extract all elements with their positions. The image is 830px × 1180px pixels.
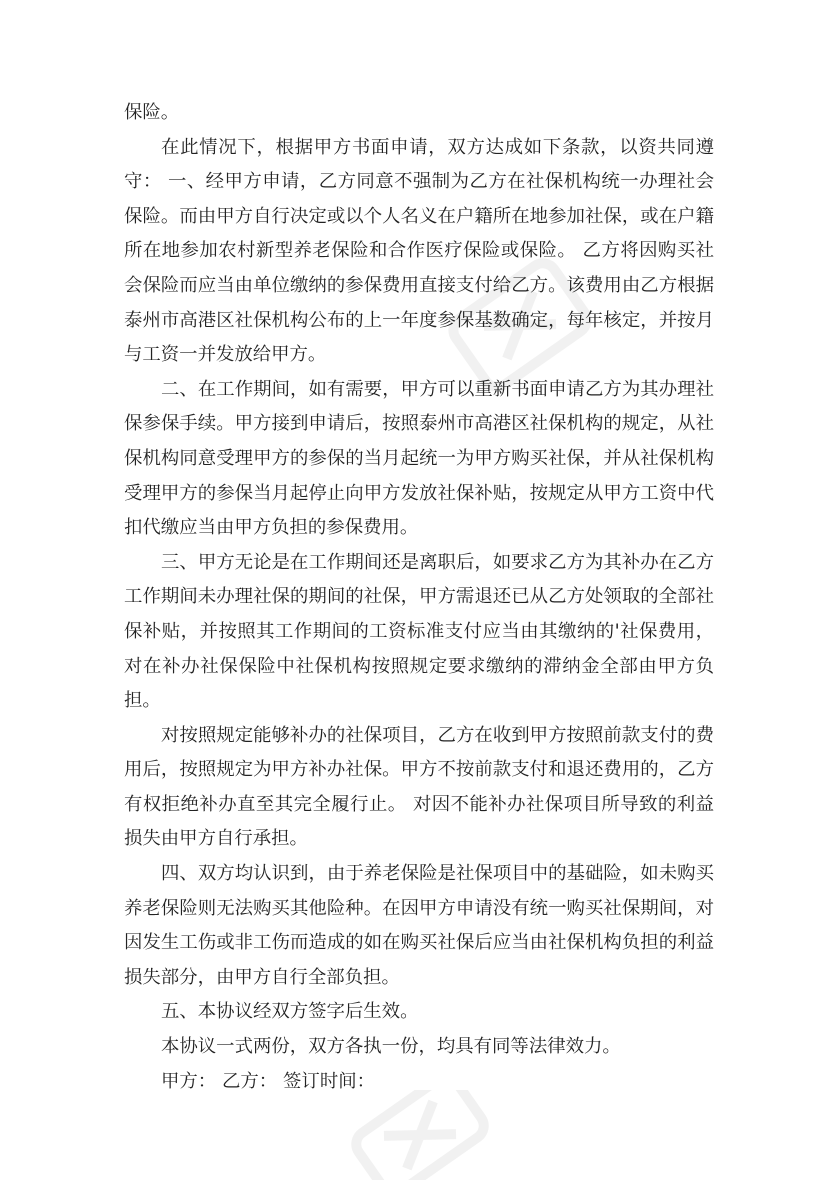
paragraph-intro-fragment: 保险。 (124, 102, 180, 123)
paragraph-terms-one: 在此情况下，根据甲方书面申请，双方达成如下条款，以资共同遵守： 一、经甲方申请，乙方同意不强制为乙方在社保机构统一办理社会保险。而由甲方自行决定或以个人名义在户籍所在地参加社保，或在户籍所在地参加农村新型养老保险和合作医疗保险或保险。 乙方将因购买社会保险而应当由单位缴纳的参保费用直接支付给乙方。该费用由乙方根据泰州市高港区社保机构公布的上一年度参保基数确定，每年核定，并按月与工资一并发放给甲方。 (124, 136, 714, 366)
paragraph-terms-two: 二、在工作期间，如有需要，甲方可以重新书面申请乙方为其办理社保参保手续。甲方接到申请后，按照泰州市高港区社保机构的规定，从社保机构同意受理甲方的参保的当月起统一为甲方购买社保，并从社保机构受理甲方的参保当月起停止向甲方发放社保补贴，按规定从甲方工资中代扣代缴应当由甲方负担的参保费用。 (124, 378, 714, 539)
paragraph-terms-five: 五、本协议经双方签字后生效。 (161, 1001, 419, 1023)
paragraph-copies: 本协议一式两份，双方各执一份，均具有同等法律效力。 (161, 1036, 621, 1058)
document-body (124, 96, 714, 1099)
paragraph-supplement: 对按照规定能够补办的社保项目，乙方在收到甲方按照前款支付的费用后，按照规定为甲方补办社保。甲方不按前款支付和退还费用的，乙方有权拒绝补办直至其完全履行止。 对因不能补办社保项目所导致的利益损失由甲方自行承担。 (124, 724, 714, 850)
watermark-logo-icon (330, 1090, 510, 1180)
paragraph-terms-four: 四、双方均认识到，由于养老保险是社保项目中的基础险，如未购买养老保险则无法购买其他险种。在因甲方申请没有统一购买社保期间，对因发生工伤或非工伤而造成的如在购买社保后应当由社保机构负担的利益损失部分，由甲方自行全部负担。 (124, 863, 714, 988)
signature-line: 甲方： 乙方： 签订时间： (161, 1070, 375, 1092)
paragraph-terms-three: 三、甲方无论是在工作期间还是离职后，如要求乙方为其补办在乙方工作期间未办理社保的期间的社保，甲方需退还已从乙方处领取的全部社保补贴，并按照其工作期间的工资标准支付应当由其缴纳的'社保费用，对在补办社保保险中社保机构按照规定要求缴纳的滞纳金全部由甲方负担。 (124, 551, 714, 712)
